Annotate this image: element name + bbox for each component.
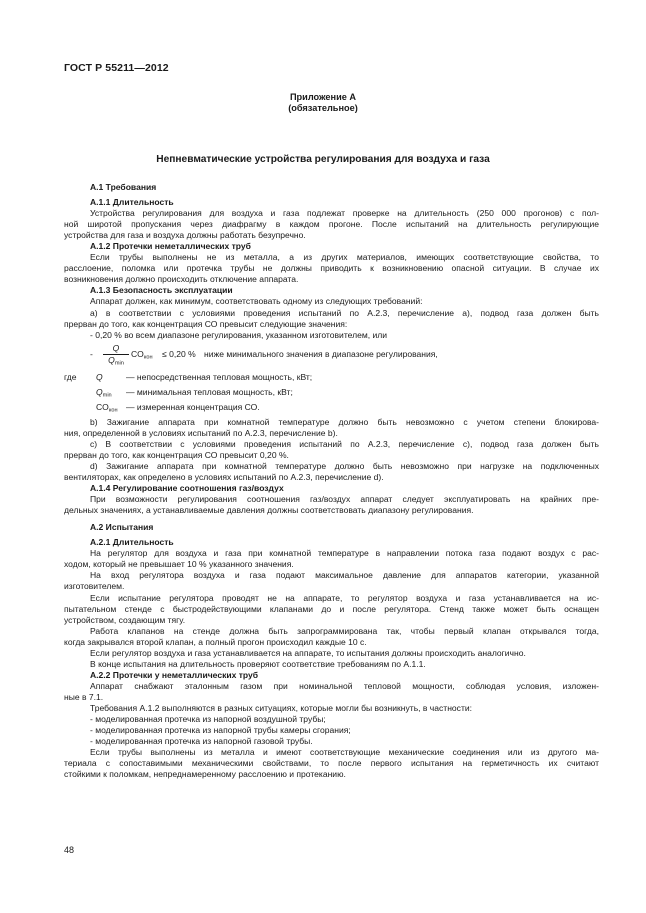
- where-symbol: $Q_{min}$: [96, 386, 112, 399]
- document-title: Непневматические устройства регулирования для воздуха и газа: [156, 154, 490, 165]
- paragraph-line: Аппарат снабжают эталонным газом при номинальной тепловой мощности, соблюдая условия, изложен-: [90, 680, 599, 691]
- paragraph-line: Аппарат должен, как минимум, соответствовать одному из следующих требований:: [90, 296, 423, 307]
- subsection-heading: А.1.2 Протечки неметаллических труб: [90, 241, 251, 252]
- list-item: - моделированная протечка из напорной трубы камеры сгорания;: [90, 725, 351, 736]
- paragraph-line: а) в соответствии с условиями проведения испытаний по А.2.3, перечисление а), подвод газа должен быть: [90, 307, 599, 318]
- paragraph-line: Если трубы выполнены не из металла, а из других материалов, имеющих соответствующие свойства, то: [90, 252, 599, 263]
- annex-status: (обязательное): [288, 103, 358, 113]
- section-heading: А.2 Испытания: [90, 522, 154, 533]
- document-body: [64, 182, 599, 780]
- paragraph-line: c) В соответствии с условиями проведения испытаний по А.2.3, перечисление с), подвод газа должен быть: [90, 438, 599, 449]
- fraction-denominator: $Q_{min}$: [108, 354, 124, 367]
- formula-dash: -: [90, 348, 93, 359]
- paragraph-line: Если трубы выполнены из металла и имеют соответствующие механические соединения или из другого ма-: [90, 747, 599, 758]
- paragraph-line: Если испытание регулятора проводят не на аппарате, то регулятор воздуха и газа устанавливается на ис-: [90, 592, 599, 603]
- paragraph-line: Требования А.1.2 выполняются в разных ситуациях, которые могли бы возникнуть, в частности:: [90, 702, 473, 713]
- formula-text: ниже минимального значения в диапазоне регулирования,: [204, 348, 438, 359]
- paragraph-line: прерван до того, как концентрация СО превысит 0,20 %.: [64, 449, 289, 460]
- page-number: 48: [64, 845, 75, 855]
- paragraph-line: вентиляторах, как определено в условиях испытаний по А.2.3, перечисление d).: [64, 472, 384, 483]
- where-row: [64, 371, 599, 383]
- paragraph-line: пытательном стенде с быстродействующими клапанами до и после регулятора. Стенд также может быть оснащен: [64, 603, 599, 614]
- formula-co: $CO_{кон}$: [131, 348, 153, 361]
- fraction-numerator: Q: [112, 342, 120, 353]
- subsection-heading: А.2.1 Длительность: [90, 537, 174, 548]
- paragraph-line: ные в 7.1.: [64, 691, 104, 702]
- list-item: - моделированная протечка из напорной газовой трубы.: [90, 736, 313, 747]
- paragraph-line: устройством, создающим тягу.: [64, 614, 186, 625]
- paragraph-line: устройства для газа и воздуха должны работать безупречно.: [64, 230, 306, 241]
- formula-relation: ≤ 0,20 %: [162, 348, 196, 359]
- paragraph-line: Устройства регулирования для воздуха и газа подлежат проверке на длительность (250 000 прогонов) с пол-: [90, 208, 599, 219]
- paragraph-line: возникновения должно происходить отключение аппарата.: [64, 274, 299, 285]
- paragraph-line: ходом, который не превышает 10 % указанного значения.: [64, 559, 294, 570]
- paragraph-line: При возможности регулирования соотношения газ/воздух аппарат следует эксплуатировать на крайних пре-: [90, 494, 599, 505]
- paragraph-line: когда закрывался второй клапан, а полный прогон происходил каждые 10 с.: [64, 636, 367, 647]
- subsection-heading: А.1.3 Безопасность эксплуатации: [90, 285, 233, 296]
- paragraph-line: Работа клапанов на стенде должна быть запрограммирована так, чтобы первый клапан открывался тогда,: [90, 625, 599, 636]
- subsection-heading: А.1.4 Регулирование соотношения газ/воздух: [90, 483, 284, 494]
- where-symbol: $CO_{кон}$: [96, 401, 118, 414]
- where-label: где: [64, 371, 77, 382]
- list-item: - 0,20 % во всем диапазоне регулирования, указанном изготовителем, или: [90, 329, 388, 340]
- where-symbol: Q: [96, 371, 103, 382]
- annex-title: Приложение А: [289, 92, 357, 102]
- where-description: — измеренная концентрация СО.: [126, 401, 260, 412]
- paragraph-line: На регулятор для воздуха и газа при комнатной температуре в направлении потока газа подают воздух с рас-: [90, 548, 599, 559]
- paragraph-line: Если регулятор воздуха и газа устанавливается на аппарате, то испытания должны происходить аналогично.: [90, 647, 526, 658]
- paragraph-line: дельных значениях, а устанавливаемые давления должны соответствовать диапазону регулирования.: [64, 505, 474, 516]
- where-row: [96, 402, 599, 413]
- standard-header: ГОСТ Р 55211—2012: [64, 62, 169, 74]
- where-description: — непосредственная тепловая мощность, кВт;: [126, 371, 313, 382]
- paragraph-line: На вход регулятора воздуха и газа подают максимальное давление для аппаратов категории, указанной: [90, 570, 599, 581]
- subsection-heading: А.1.1 Длительность: [90, 197, 174, 208]
- paragraph-line: ния, определенной в условиях испытаний по А.2.3, перечисление b).: [64, 427, 338, 438]
- paragraph-line: стойкими к поломкам, непреднамеренному расслоению и протеканию.: [64, 769, 346, 780]
- paragraph-line: прерван до того, как концентрация СО превысит следующие значения:: [64, 318, 348, 329]
- paragraph-line: b) Зажигание аппарата при комнатной температуре должно быть невозможно с учетом степени блокирова-: [90, 416, 599, 427]
- where-row: [96, 387, 599, 398]
- paragraph-line: ной широтой пропускания через диафрагму в каждом прогоне. После испытаний на длительность регулирующие: [64, 219, 599, 230]
- paragraph-line: изготовителем.: [64, 581, 125, 592]
- section-heading: А.1 Требования: [90, 182, 157, 192]
- paragraph-line: d) Зажигание аппарата при комнатной температуре должно быть невозможно при нагрузке на подключенных: [90, 460, 599, 471]
- paragraph-line: расслоение, поломка или протечка трубы не должны приводить к возникновению опасной ситуации. В случае их: [64, 263, 599, 274]
- where-description: — минимальная тепловая мощность, кВт;: [126, 386, 293, 397]
- subsection-heading: А.2.2 Протечки у неметаллических труб: [90, 669, 259, 680]
- list-item: - моделированная протечка из напорной воздушной трубы;: [90, 714, 326, 725]
- paragraph-line: териала с сопоставимыми механическими свойствами, то после первого испытания на герметичность их считают: [64, 758, 599, 769]
- co-formula: [64, 343, 599, 369]
- paragraph-line: В конце испытания на длительность проверяют соответствие требованиям по А.1.1.: [90, 658, 426, 669]
